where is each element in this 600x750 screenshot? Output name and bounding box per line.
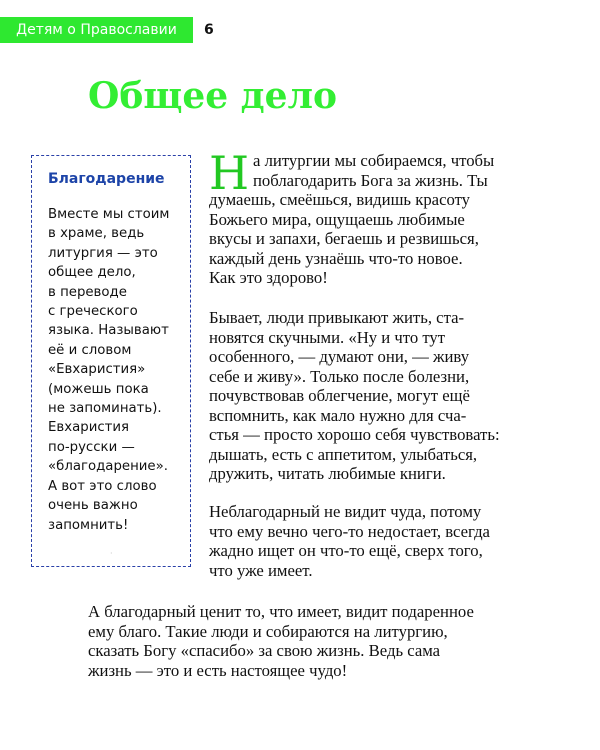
drop-cap: Н xyxy=(209,146,250,200)
sidebar-title: Благодарение xyxy=(48,171,165,187)
sidebar-line: А вот это слово xyxy=(48,478,157,494)
paragraph-line: думаешь, смеёшься, видишь красоту xyxy=(209,190,471,209)
paragraph-line: что уже имеет. xyxy=(209,560,313,580)
paragraph-line: дружить, читать любимые книги. xyxy=(209,464,446,483)
sidebar-line: (можешь пока xyxy=(48,381,149,397)
paragraph-line: а литургии мы собираемся, чтобы xyxy=(253,151,495,170)
paragraph-line: почувствовав облегчение, могут ещё xyxy=(209,386,470,405)
sidebar-line: очень важно xyxy=(48,498,138,514)
paragraph-line: сказать Богу «спасибо» за свою жизнь. Ведь сама xyxy=(88,641,441,660)
paragraph-line: жизнь — это и есть настоящее чудо! xyxy=(88,660,348,680)
paragraph-line: ему благо. Такие люди и собираются на литургию, xyxy=(88,621,448,641)
sidebar-line: запомнить! xyxy=(48,517,129,533)
sidebar-line: Вместе мы стоим xyxy=(48,207,170,222)
sidebar-line: «благодарение». xyxy=(48,459,168,475)
paragraph-line: что ему вечно чего-то недостает, всегда xyxy=(209,521,490,541)
sidebar-box xyxy=(31,155,191,567)
paragraph-2 xyxy=(209,308,500,484)
paragraph-line: вспомнить, как мало нужно для сча- xyxy=(209,405,467,425)
sidebar-line: языка. Называют xyxy=(48,323,169,339)
sidebar-text xyxy=(48,205,190,535)
paragraph-line: Как это здорово! xyxy=(209,268,328,287)
paragraph-line: стья — просто хорошо себя чувствовать: xyxy=(209,425,500,444)
paragraph-4 xyxy=(88,602,474,680)
page-number: 6 xyxy=(204,22,214,38)
sidebar-line: в переводе xyxy=(48,284,127,300)
sidebar-line: по-русски — xyxy=(48,439,135,455)
paragraph-line: особенного, — думают они, — живу xyxy=(209,347,470,366)
sidebar-line: Евхаристия xyxy=(48,420,130,436)
sidebar-line: «Евхаристия» xyxy=(48,362,146,378)
paragraph-3 xyxy=(209,502,490,580)
decorative-dot: · xyxy=(110,549,113,558)
paragraph-line: поблагодарить Бога за жизнь. Ты xyxy=(253,170,488,190)
paragraph-line: А благодарный ценит то, что имеет, видит подаренное xyxy=(88,602,474,621)
paragraph-line: вкусы и запахи, бегаешь и резвишься, xyxy=(209,229,479,248)
paragraph-1 xyxy=(209,146,495,288)
paragraph-line: дышать, есть с аппетитом, улыбаться, xyxy=(209,444,478,464)
paragraph-line: себе и живу». Только после болезни, xyxy=(209,366,470,386)
sidebar-line: с греческого xyxy=(48,304,138,320)
paragraph-line: жадно ищет он что-то ещё, сверх того, xyxy=(209,541,483,560)
page-title: Общее дело xyxy=(88,75,337,117)
paragraph-line: Неблагодарный не видит чуда, потому xyxy=(209,502,482,521)
sidebar-line: не запоминать). xyxy=(48,401,162,417)
paragraph-line: каждый день узнаёшь что-то новое. xyxy=(209,248,463,268)
sidebar-line: в храме, ведь xyxy=(48,226,145,242)
sidebar-line: общее дело, xyxy=(48,265,136,281)
sidebar-line: литургия — это xyxy=(48,245,158,261)
sidebar-line: её и словом xyxy=(48,342,132,358)
paragraph-line: Бывает, люди привыкают жить, ста- xyxy=(209,308,465,327)
paragraph-line: Божьего мира, ощущаешь любимые xyxy=(209,209,465,229)
section-header-bar: Детям о Православии xyxy=(0,17,193,43)
paragraph-line: новятся скучными. «Ну и что тут xyxy=(209,327,446,347)
